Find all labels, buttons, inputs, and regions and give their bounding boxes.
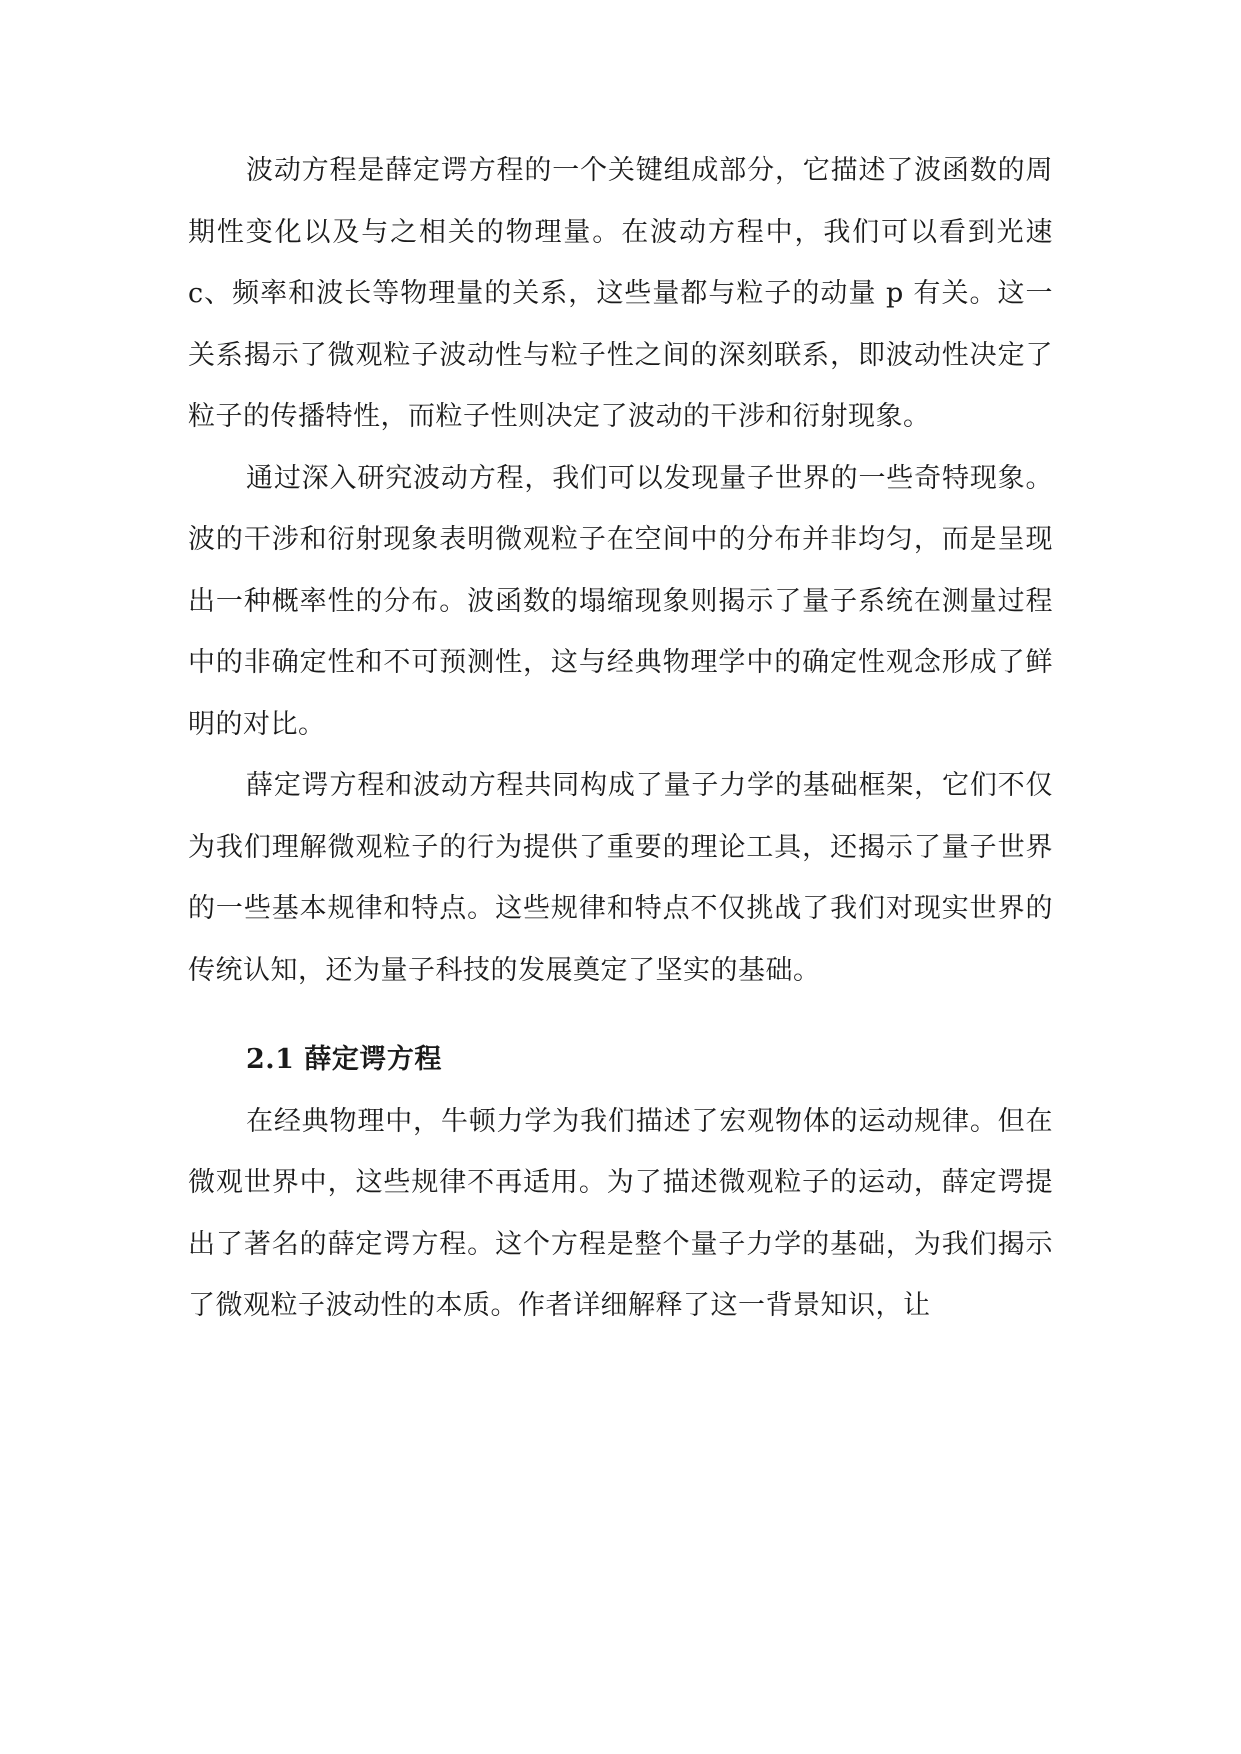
paragraph-quantum-phenomena: 通过深入研究波动方程，我们可以发现量子世界的一些奇特现象。波的干涉和衍射现象表明微观粒子在空间中的分布并非均匀，而是呈现出一种概率性的分布。波函数的塌缩现象则揭示了量子系统在测量过程中的非确定性和不可预测性，这与经典物理学中的确定性观念形成了鲜明的对比。 bbox=[188, 462, 1053, 740]
document-body bbox=[188, 140, 1053, 1337]
paragraph-section-intro: 在经典物理中，牛顿力学为我们描述了宏观物体的运动规律。但在微观世界中，这些规律不再适用。为了描述微观粒子的运动，薛定谔提出了著名的薛定谔方程。这个方程是整个量子力学的基础，为我们揭示了微观粒子波动性的本质。作者详细解释了这一背景知识，让 bbox=[188, 1105, 1053, 1321]
section-heading: 2.1 薛定谔方程 bbox=[246, 1044, 442, 1075]
paragraph-framework: 薛定谔方程和波动方程共同构成了量子力学的基础框架，它们不仅为我们理解微观粒子的行为提供了重要的理论工具，还揭示了量子世界的一些基本规律和特点。这些规律和特点不仅挑战了我们对现实世界的传统认知，还为量子科技的发展奠定了坚实的基础。 bbox=[188, 770, 1053, 986]
paragraph-wave-equation: 波动方程是薛定谔方程的一个关键组成部分，它描述了波函数的周期性变化以及与之相关的物理量。在波动方程中，我们可以看到光速 c、频率和波长等物理量的关系，这些量都与粒子的动量 p 有关。这一关系揭示了微观粒子波动性与粒子性之间的深刻联系，即波动性决定了粒子的传播特性，而粒子性则决定了波动的干涉和衍射现象。 bbox=[188, 155, 1053, 432]
